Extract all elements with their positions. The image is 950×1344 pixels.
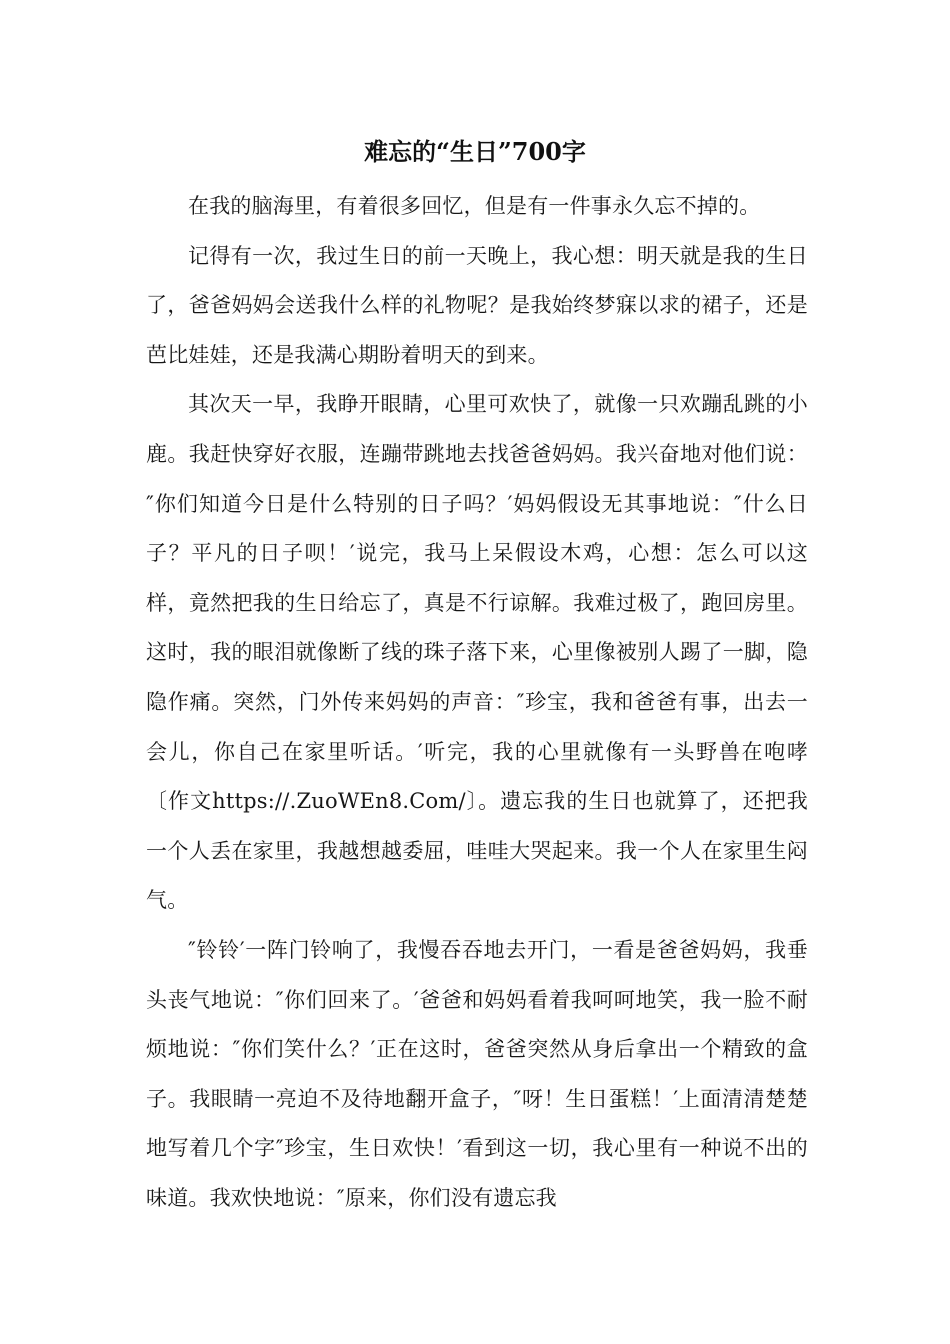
article-body: [146, 182, 808, 1223]
paragraph-2: 记得有一次，我过生日的前一天晚上，我心想：明天就是我的生日了，爸爸妈妈会送我什么样的礼物呢？是我始终梦寐以求的裙子，还是芭比娃娃，还是我满心期盼着明天的到来。: [146, 243, 808, 367]
paragraph-1: 在我的脑海里，有着很多回忆，但是有一件事永久忘不掉的。: [188, 194, 761, 218]
paragraph-4: ″铃铃′一阵门铃响了，我慢吞吞地去开门，一看是爸爸妈妈，我垂头丧气地说：″你们回来了。′爸爸和妈妈看着我呵呵地笑，我一脸不耐烦地说：″你们笑什么？′正在这时，爸爸突然从身后拿出一个精致的盒子。我眼睛一亮迫不及待地翻开盒子，″呀！生日蛋糕！′上面清清楚楚地写着几个字″珍宝，生日欢快！′看到这一切，我心里有一种说不出的味道。我欢快地说：″原来，你们没有遗忘我: [146, 937, 808, 1210]
page-title: 难忘的“生日”700字: [364, 137, 586, 166]
paragraph-3: 其次天一早，我睁开眼睛，心里可欢快了，就像一只欢蹦乱跳的小鹿。我赶快穿好衣服，连蹦带跳地去找爸爸妈妈。我兴奋地对他们说：″你们知道今日是什么特别的日子吗？′妈妈假设无其事地说：″什么日子？平凡的日子呗！′说完，我马上呆假设木鸡，心想：怎么可以这样，竟然把我的生日给忘了，真是不行谅解。我难过极了，跑回房里。这时，我的眼泪就像断了线的珠子落下来，心里像被别人踢了一脚，隐隐作痛。突然，门外传来妈妈的声音：″珍宝，我和爸爸有事，出去一会儿，你自己在家里听话。′听完，我的心里就像有一头野兽在咆哮〔作文https://.ZuoWEn8.Com/〕。遗忘我的生日也就算了，还把我一个人丢在家里，我越想越委屈，哇哇大哭起来。我一个人在家里生闷气。: [146, 392, 808, 913]
